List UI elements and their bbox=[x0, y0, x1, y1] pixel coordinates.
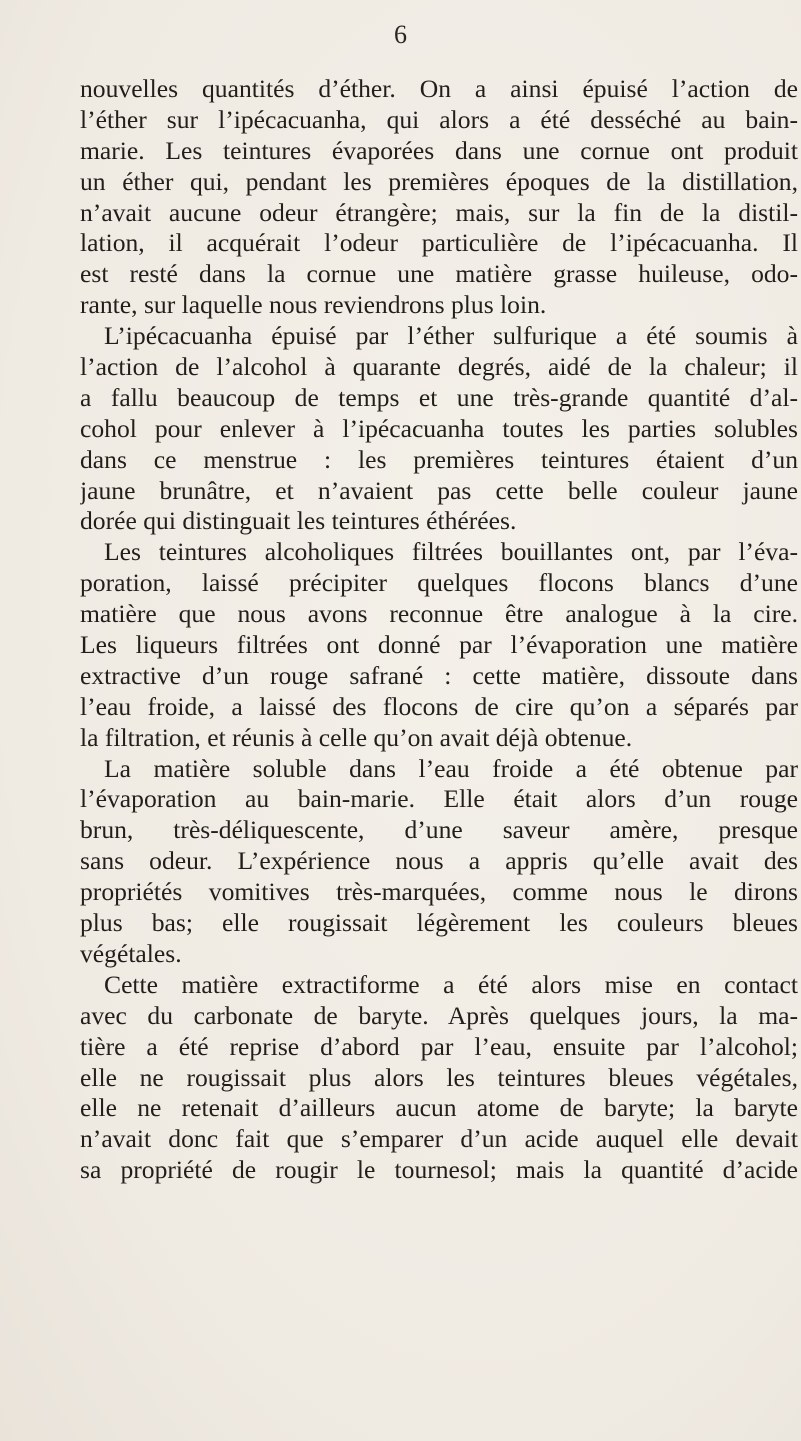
body-text bbox=[80, 74, 798, 1186]
text-line: tière a été reprise d’abord par l’eau, ensuite par l’alcohol; bbox=[80, 1031, 798, 1061]
text-line: marie. Les teintures évaporées dans une cornue ont produit bbox=[80, 135, 798, 165]
text-line: rante, sur laquelle nous reviendrons plus loin. bbox=[80, 290, 547, 320]
text-line: matière que nous avons reconnue être analogue à la cire. bbox=[80, 599, 798, 629]
text-line: dans ce menstrue : les premières teintures étaient d’un bbox=[80, 444, 798, 474]
text-line: un éther qui, pendant les premières époques de la distillation, bbox=[80, 166, 798, 196]
text-line: est resté dans la cornue une matière grasse huileuse, odo- bbox=[80, 259, 798, 289]
text-line: l’évaporation au bain-marie. Elle était alors d’un rouge bbox=[80, 784, 798, 814]
text-line: elle ne rougissait plus alors les teintures bleues végétales, bbox=[80, 1062, 798, 1092]
text-line: L’ipécacuanha épuisé par l’éther sulfurique a été soumis à bbox=[104, 321, 798, 351]
text-line: végétales. bbox=[80, 938, 182, 968]
text-line: nouvelles quantités d’éther. On a ainsi épuisé l’action de bbox=[80, 74, 798, 103]
text-line: a fallu beaucoup de temps et une très-grande quantité d’al- bbox=[80, 382, 798, 412]
text-line: l’eau froide, a laissé des flocons de cire qu’on a séparés par bbox=[80, 691, 798, 721]
text-line: poration, laissé précipiter quelques flocons blancs d’une bbox=[80, 568, 798, 598]
text-line: sa propriété de rougir le tournesol; mais la quantité d’acide bbox=[80, 1155, 798, 1185]
text-line: l’action de l’alcohol à quarante degrés, aidé de la chaleur; il bbox=[80, 352, 798, 382]
text-line: n’avait donc fait que s’emparer d’un acide auquel elle devait bbox=[80, 1124, 798, 1154]
text-line: n’avait aucune odeur étrangère; mais, sur la fin de la distil- bbox=[80, 197, 798, 227]
text-line: propriétés vomitives très-marquées, comme nous le dirons bbox=[80, 877, 798, 907]
text-line: l’éther sur l’ipécacuanha, qui alors a été desséché au bain- bbox=[80, 104, 798, 134]
text-line: brun, très-déliquescente, d’une saveur amère, presque bbox=[80, 815, 798, 845]
text-line: dorée qui distinguait les teintures éthérées. bbox=[80, 506, 517, 536]
text-line: la filtration, et réunis à celle qu’on avait déjà obtenue. bbox=[80, 722, 633, 752]
text-line: Les teintures alcoholiques filtrées bouillantes ont, par l’éva- bbox=[104, 537, 798, 567]
text-line: sans odeur. L’expérience nous a appris qu’elle avait des bbox=[80, 846, 798, 876]
text-line: La matière soluble dans l’eau froide a été obtenue par bbox=[104, 753, 798, 783]
text-line: Cette matière extractiforme a été alors mise en contact bbox=[104, 969, 798, 999]
text-line: extractive d’un rouge safrané : cette matière, dissoute dans bbox=[80, 660, 798, 690]
page-number: 6 bbox=[394, 20, 407, 49]
text-line: lation, il acquérait l’odeur particulière de l’ipécacuanha. Il bbox=[80, 228, 798, 258]
text-line: cohol pour enlever à l’ipécacuanha toutes les parties solubles bbox=[80, 413, 798, 443]
text-line: plus bas; elle rougissait légèrement les couleurs bleues bbox=[80, 908, 798, 938]
text-line: avec du carbonate de baryte. Après quelques jours, la ma- bbox=[80, 1000, 798, 1030]
text-line: jaune brunâtre, et n’avaient pas cette belle couleur jaune bbox=[80, 475, 798, 505]
text-line: Les liqueurs filtrées ont donné par l’évaporation une matière bbox=[80, 630, 798, 660]
text-line: elle ne retenait d’ailleurs aucun atome de baryte; la baryte bbox=[80, 1093, 798, 1123]
